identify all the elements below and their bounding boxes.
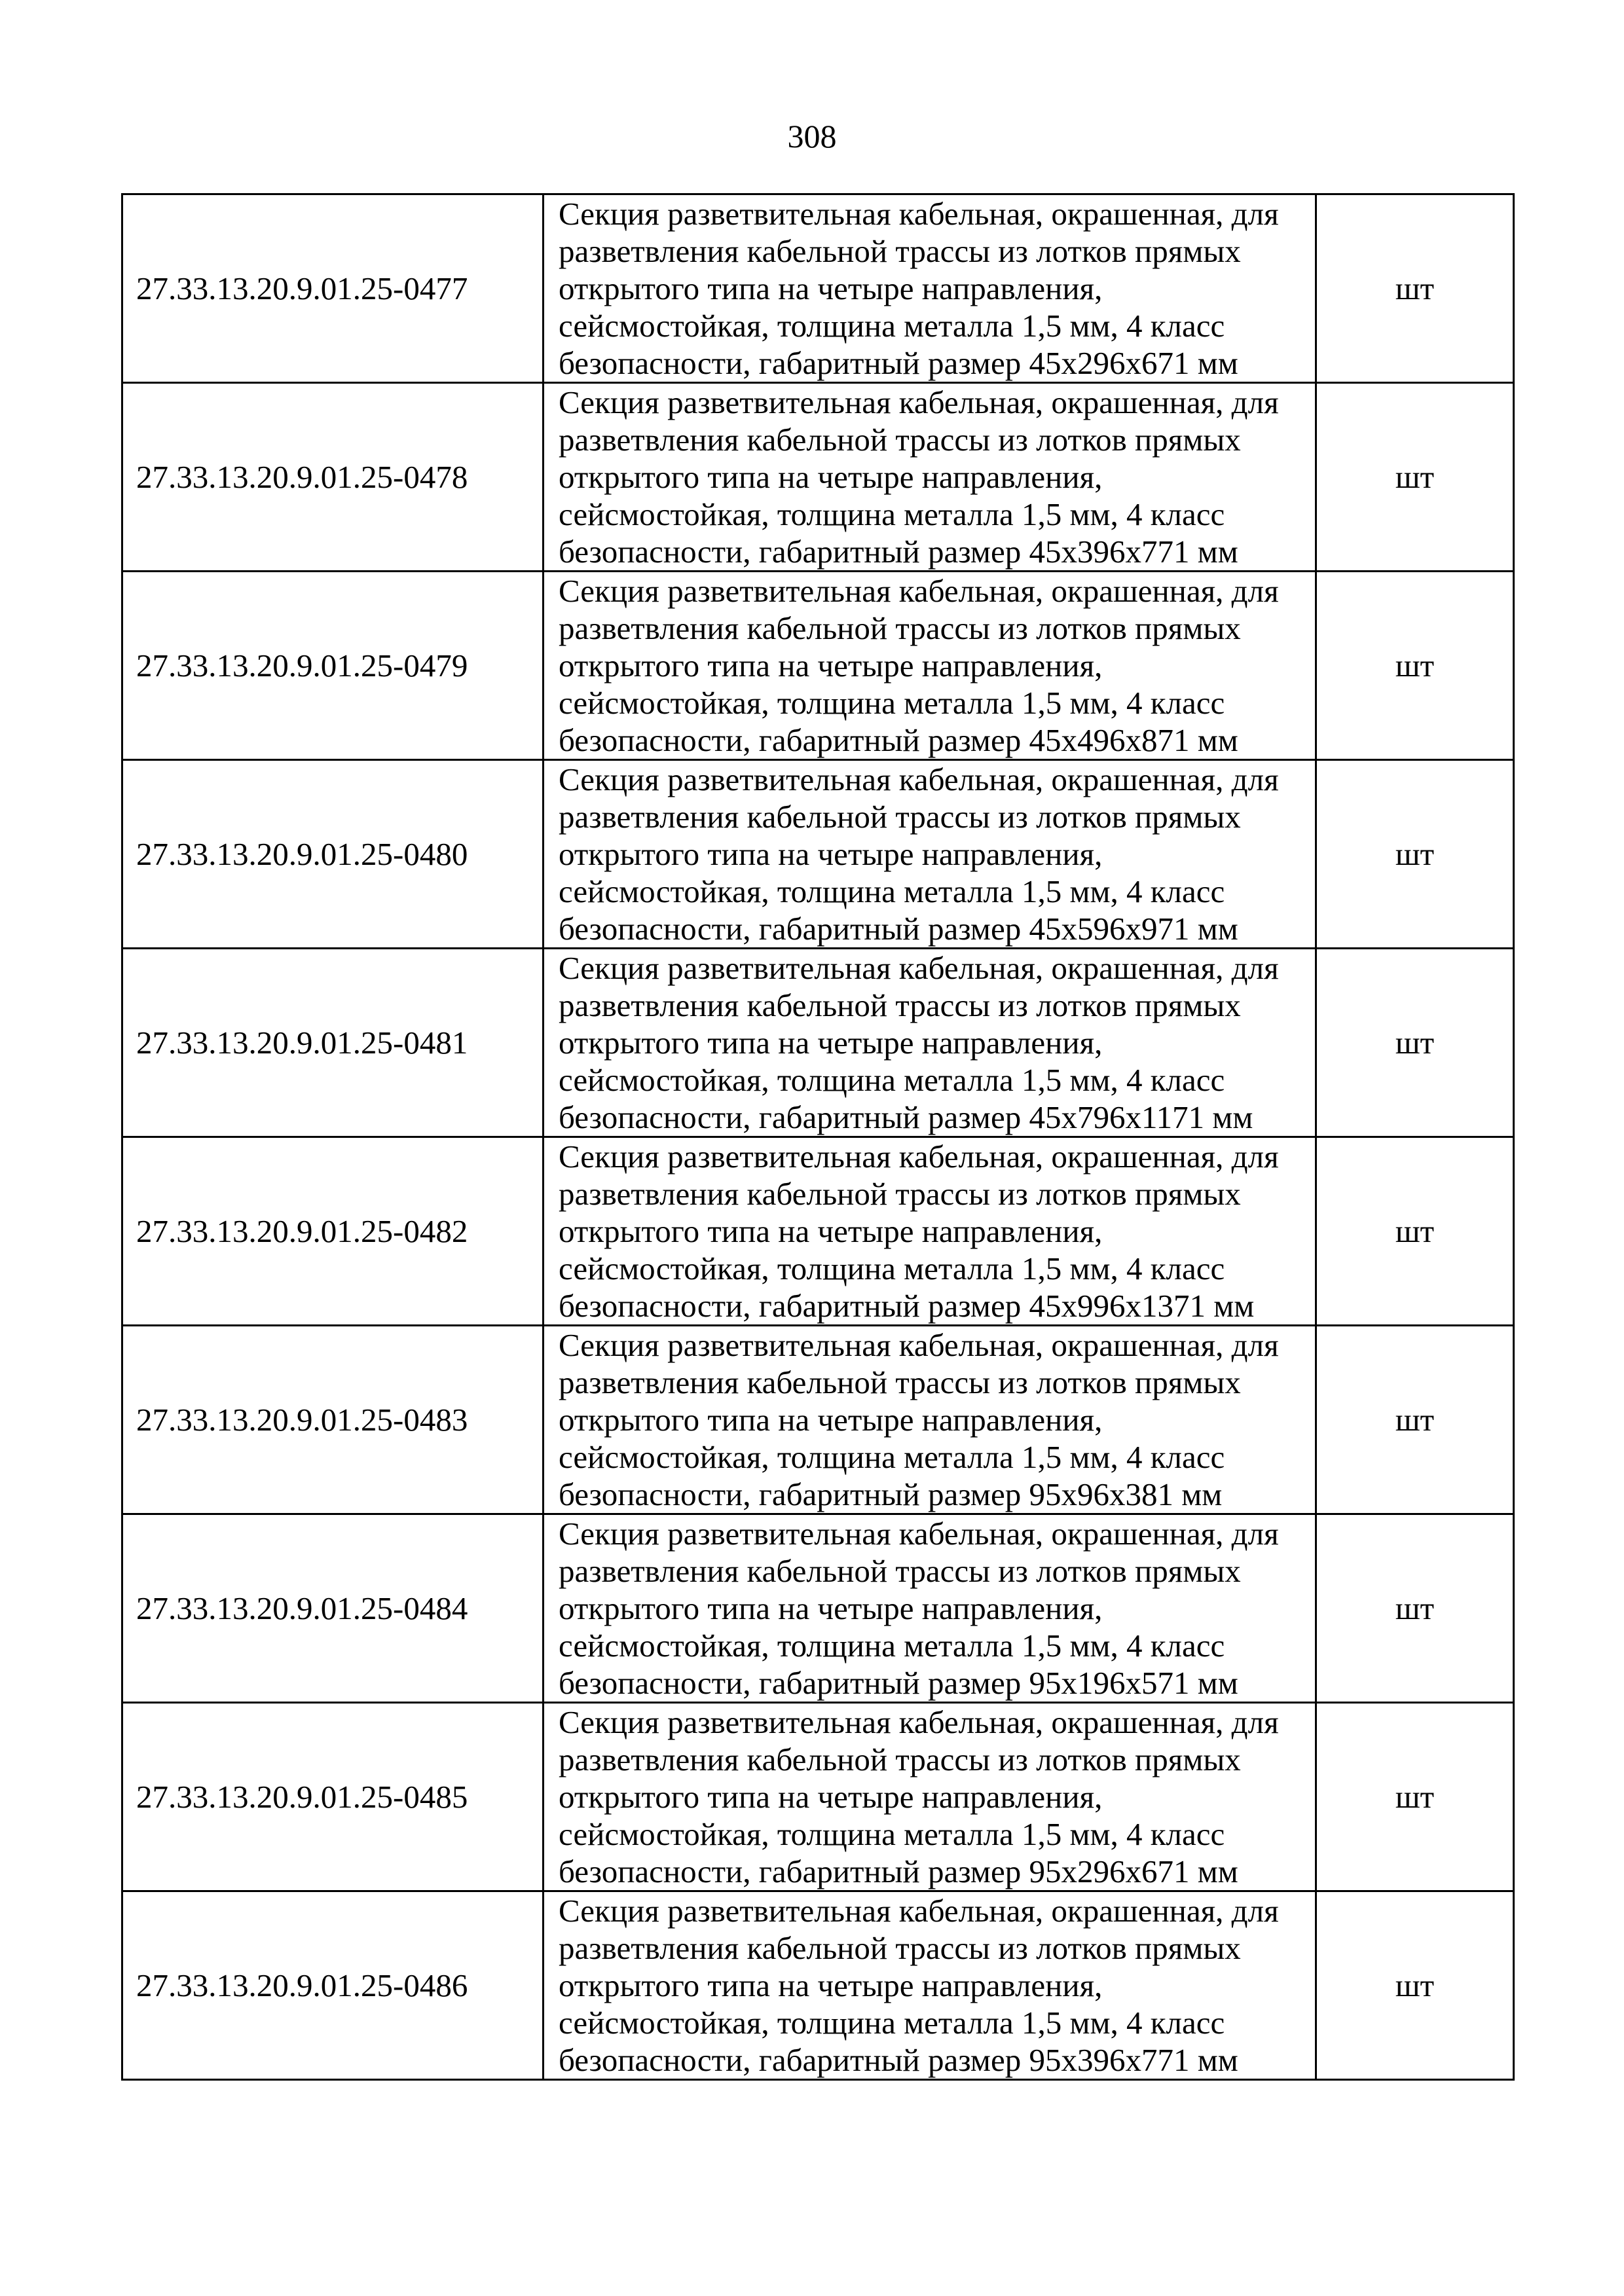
item-unit: шт [1316, 1514, 1514, 1703]
item-unit: шт [1316, 949, 1514, 1137]
description-line: сейсмостойкая, толщина металла 1,5 мм, 4 класс [559, 873, 1225, 909]
description-line: разветвления кабельной трассы из лотков прямых [559, 1364, 1241, 1400]
description-line: разветвления кабельной трассы из лотков прямых [559, 233, 1241, 269]
description-line: сейсмостойкая, толщина металла 1,5 мм, 4 класс [559, 685, 1225, 721]
table-row [122, 1891, 1514, 2080]
catalog-table-body [122, 194, 1514, 2080]
description-line: разветвления кабельной трассы из лотков прямых [559, 1930, 1241, 1966]
item-unit: шт [1316, 760, 1514, 949]
description-line: открытого типа на четыре направления, [559, 1213, 1103, 1249]
table-row [122, 1514, 1514, 1703]
item-code: 27.33.13.20.9.01.25-0481 [122, 949, 544, 1137]
description-line: безопасности, габаритный размер 95х296х671 мм [559, 1853, 1238, 1889]
description-line: разветвления кабельной трассы из лотков прямых [559, 610, 1241, 646]
description-line: разветвления кабельной трассы из лотков прямых [559, 987, 1241, 1023]
description-line: разветвления кабельной трассы из лотков прямых [559, 799, 1241, 835]
item-unit: шт [1316, 1703, 1514, 1891]
description-line: открытого типа на четыре направления, [559, 1967, 1103, 2003]
description-line: Секция разветвительная кабельная, окрашенная, для [559, 1327, 1279, 1363]
description-line: безопасности, габаритный размер 95х96х381 мм [559, 1476, 1223, 1512]
item-description [544, 383, 1316, 572]
description-line: сейсмостойкая, толщина металла 1,5 мм, 4 класс [559, 1816, 1225, 1852]
item-unit: шт [1316, 572, 1514, 760]
item-code: 27.33.13.20.9.01.25-0477 [122, 194, 544, 383]
item-code: 27.33.13.20.9.01.25-0478 [122, 383, 544, 572]
description-line: открытого типа на четыре направления, [559, 647, 1103, 683]
table-row [122, 194, 1514, 383]
description-line: безопасности, габаритный размер 45х396х771 мм [559, 534, 1238, 570]
item-description [544, 949, 1316, 1137]
description-line: Секция разветвительная кабельная, окрашенная, для [559, 384, 1279, 420]
description-line: Секция разветвительная кабельная, окрашенная, для [559, 761, 1279, 797]
description-line: безопасности, габаритный размер 95х196х571 мм [559, 1665, 1238, 1701]
table-row [122, 1326, 1514, 1514]
description-line: разветвления кабельной трассы из лотков прямых [559, 1741, 1241, 1777]
description-line: Секция разветвительная кабельная, окрашенная, для [559, 1704, 1279, 1740]
item-code: 27.33.13.20.9.01.25-0486 [122, 1891, 544, 2080]
item-unit: шт [1316, 1891, 1514, 2080]
table-row [122, 949, 1514, 1137]
description-line: Секция разветвительная кабельная, окрашенная, для [559, 196, 1279, 232]
item-description [544, 1703, 1316, 1891]
item-code: 27.33.13.20.9.01.25-0480 [122, 760, 544, 949]
description-line: сейсмостойкая, толщина металла 1,5 мм, 4 класс [559, 308, 1225, 344]
item-description [544, 1326, 1316, 1514]
item-code: 27.33.13.20.9.01.25-0483 [122, 1326, 544, 1514]
description-line: открытого типа на четыре направления, [559, 459, 1103, 495]
table-row [122, 1137, 1514, 1326]
description-line: Секция разветвительная кабельная, окрашенная, для [559, 573, 1279, 609]
item-description [544, 1137, 1316, 1326]
item-unit: шт [1316, 383, 1514, 572]
item-unit: шт [1316, 194, 1514, 383]
item-unit: шт [1316, 1137, 1514, 1326]
table-row [122, 572, 1514, 760]
description-line: открытого типа на четыре направления, [559, 1025, 1103, 1061]
item-description [544, 1514, 1316, 1703]
description-line: сейсмостойкая, толщина металла 1,5 мм, 4 класс [559, 1628, 1225, 1664]
description-line: разветвления кабельной трассы из лотков прямых [559, 1176, 1241, 1212]
description-line: сейсмостойкая, толщина металла 1,5 мм, 4 класс [559, 496, 1225, 532]
catalog-table [121, 193, 1515, 2081]
description-line: сейсмостойкая, толщина металла 1,5 мм, 4 класс [559, 1062, 1225, 1098]
item-description [544, 1891, 1316, 2080]
description-line: сейсмостойкая, толщина металла 1,5 мм, 4 класс [559, 2005, 1225, 2041]
description-line: открытого типа на четыре направления, [559, 270, 1103, 306]
item-code: 27.33.13.20.9.01.25-0479 [122, 572, 544, 760]
item-unit: шт [1316, 1326, 1514, 1514]
description-line: открытого типа на четыре направления, [559, 1779, 1103, 1815]
description-line: открытого типа на четыре направления, [559, 836, 1103, 872]
description-line: безопасности, габаритный размер 45х296х671 мм [559, 345, 1238, 381]
page-number: 308 [787, 118, 837, 155]
description-line: Секция разветвительная кабельная, окрашенная, для [559, 1139, 1279, 1175]
description-line: разветвления кабельной трассы из лотков прямых [559, 1553, 1241, 1589]
description-line: безопасности, габаритный размер 45х496х871 мм [559, 722, 1238, 758]
description-line: открытого типа на четыре направления, [559, 1402, 1103, 1438]
item-description [544, 572, 1316, 760]
description-line: открытого типа на четыре направления, [559, 1590, 1103, 1626]
description-line: разветвления кабельной трассы из лотков прямых [559, 422, 1241, 458]
item-code: 27.33.13.20.9.01.25-0485 [122, 1703, 544, 1891]
description-line: безопасности, габаритный размер 45х996х1371 мм [559, 1288, 1255, 1324]
table-row [122, 1703, 1514, 1891]
description-line: безопасности, габаритный размер 95х396х771 мм [559, 2042, 1238, 2078]
description-line: безопасности, габаритный размер 45х596х971 мм [559, 911, 1238, 947]
description-line: Секция разветвительная кабельная, окрашенная, для [559, 950, 1279, 986]
item-description [544, 194, 1316, 383]
item-code: 27.33.13.20.9.01.25-0484 [122, 1514, 544, 1703]
description-line: сейсмостойкая, толщина металла 1,5 мм, 4 класс [559, 1250, 1225, 1286]
item-code: 27.33.13.20.9.01.25-0482 [122, 1137, 544, 1326]
item-description [544, 760, 1316, 949]
description-line: безопасности, габаритный размер 45х796х1171 мм [559, 1099, 1253, 1135]
description-line: сейсмостойкая, толщина металла 1,5 мм, 4 класс [559, 1439, 1225, 1475]
description-line: Секция разветвительная кабельная, окрашенная, для [559, 1893, 1279, 1929]
description-line: Секция разветвительная кабельная, окрашенная, для [559, 1516, 1279, 1552]
table-row [122, 383, 1514, 572]
table-row [122, 760, 1514, 949]
